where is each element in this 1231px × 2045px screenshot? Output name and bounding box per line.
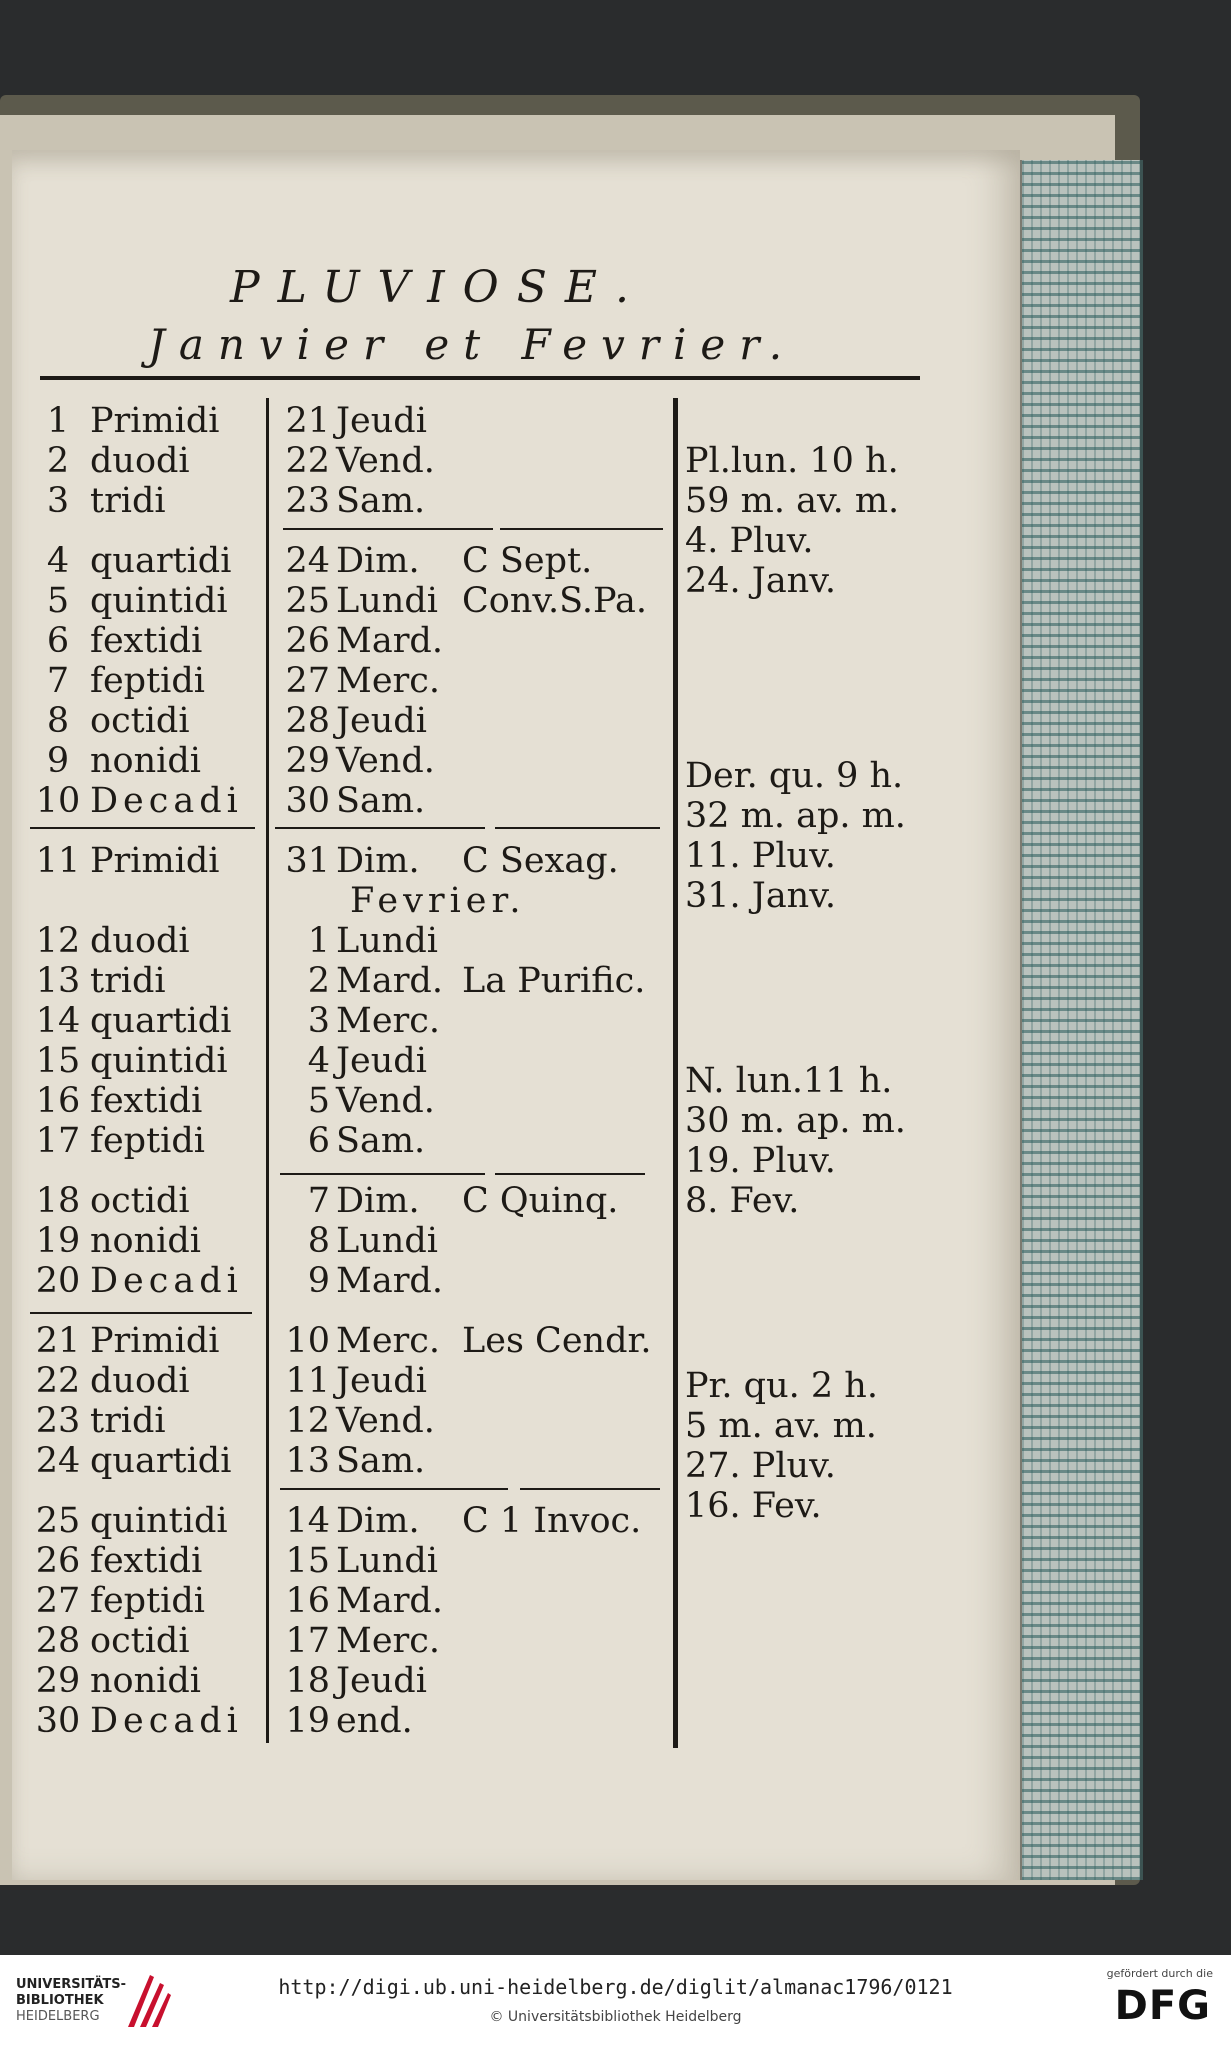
feast-note: Conv.S.Pa. — [462, 581, 647, 621]
gregorian-day-number: 16 — [285, 1581, 330, 1621]
header-rule — [40, 376, 920, 380]
republican-day-number: 13 — [35, 961, 81, 1001]
feast-note: C Quinq. — [462, 1181, 619, 1221]
gregorian-day-number: 26 — [285, 621, 330, 661]
republican-day-number: 24 — [35, 1441, 81, 1481]
republican-day-number: 10 — [35, 781, 81, 821]
viewer-footer — [0, 1955, 1231, 2045]
republican-day-number: 6 — [46, 621, 70, 661]
moon-phase-line: 31. Janv. — [685, 876, 836, 916]
republican-day-name: Primidi — [90, 1321, 220, 1361]
republican-day-name: fextidi — [90, 1541, 203, 1581]
republican-day-name: octidi — [90, 1621, 190, 1661]
gregorian-weekday: Sam. — [336, 1441, 426, 1481]
week-rule — [275, 827, 485, 829]
gregorian-day-number: 23 — [285, 481, 330, 521]
gregorian-weekday: Sam. — [336, 1121, 426, 1161]
republican-day-name: Decadi — [90, 1261, 243, 1301]
republican-day-number: 19 — [35, 1221, 81, 1261]
republican-day-name: Primidi — [90, 401, 220, 441]
republican-day-name: Decadi — [90, 1701, 243, 1741]
republican-day-number: 22 — [35, 1361, 81, 1401]
funding-label: gefördert durch die — [1106, 1967, 1213, 1980]
permalink-url[interactable]: http://digi.ub.uni-heidelberg.de/diglit/almanac1796/0121 — [278, 1975, 953, 1999]
gregorian-day-number: 30 — [285, 781, 330, 821]
dfg-logo: DFG — [1114, 1983, 1211, 2029]
gregorian-weekday: Lundi — [336, 1541, 438, 1581]
moon-phase-line: 8. Fev. — [685, 1181, 800, 1221]
week-rule — [520, 1488, 660, 1490]
republican-day-number: 30 — [35, 1701, 81, 1741]
gregorian-weekday: Vend. — [336, 741, 435, 781]
gregorian-day-number: 8 — [307, 1221, 330, 1261]
gregorian-day-number: 21 — [285, 401, 330, 441]
moon-phase-line: 5 m. av. m. — [685, 1406, 877, 1446]
library-line-1: UNIVERSITÄTS- — [16, 1977, 126, 1992]
feast-note: C Sexag. — [462, 841, 619, 881]
gregorian-day-number: 5 — [307, 1081, 330, 1121]
gregorian-weekday: Jeudi — [336, 1041, 427, 1081]
feast-note: C Sept. — [462, 541, 593, 581]
month-label: Fevrier. — [350, 881, 526, 921]
gregorian-weekday: Jeudi — [336, 701, 427, 741]
gregorian-weekday: Mard. — [336, 1581, 443, 1621]
decade-rule — [30, 827, 255, 829]
gregorian-day-number: 14 — [285, 1501, 330, 1541]
republican-day-name: feptidi — [90, 1121, 205, 1161]
republican-day-name: quartidi — [90, 541, 232, 581]
gregorian-weekday: Lundi — [336, 921, 438, 961]
gregorian-weekday: Dim. — [336, 541, 420, 581]
republican-day-number: 28 — [35, 1621, 81, 1661]
republican-day-name: nonidi — [90, 1221, 201, 1261]
republican-day-number: 9 — [46, 741, 70, 781]
gregorian-weekday: Merc. — [336, 1621, 441, 1661]
gregorian-day-number: 9 — [307, 1261, 330, 1301]
gregorian-day-number: 18 — [285, 1661, 330, 1701]
republican-day-name: octidi — [90, 1181, 190, 1221]
moon-phase-line: Pr. qu. 2 h. — [685, 1366, 878, 1406]
gregorian-weekday: Vend. — [336, 1401, 435, 1441]
gregorian-weekday: Jeudi — [336, 401, 427, 441]
gregorian-day-number: 27 — [285, 661, 330, 701]
republican-day-name: quartidi — [90, 1441, 232, 1481]
gregorian-weekday: Sam. — [336, 481, 426, 521]
gregorian-day-number: 11 — [285, 1361, 330, 1401]
gregorian-weekday: Mard. — [336, 961, 443, 1001]
republican-day-number: 17 — [35, 1121, 81, 1161]
moon-phase-line: 30 m. ap. m. — [685, 1101, 906, 1141]
republican-day-number: 26 — [35, 1541, 81, 1581]
gregorian-day-number: 19 — [285, 1701, 330, 1741]
gregorian-weekday: Jeudi — [336, 1661, 427, 1701]
gregorian-weekday: Jeudi — [336, 1361, 427, 1401]
gregorian-day-number: 31 — [285, 841, 330, 881]
republican-day-name: fextidi — [90, 1081, 203, 1121]
republican-day-name: tridi — [90, 481, 166, 521]
feast-note: C 1 Invoc. — [462, 1501, 642, 1541]
gregorian-day-number: 10 — [285, 1321, 330, 1361]
moon-phase-line: 27. Pluv. — [685, 1446, 836, 1486]
republican-day-number: 11 — [35, 841, 81, 881]
moon-phase-line: 24. Janv. — [685, 561, 836, 601]
republican-day-name: feptidi — [90, 661, 205, 701]
week-rule — [280, 1488, 508, 1490]
republican-day-number: 2 — [46, 441, 70, 481]
republican-day-number: 15 — [35, 1041, 81, 1081]
gregorian-weekday: Dim. — [336, 841, 420, 881]
gregorian-weekday: Dim. — [336, 1501, 420, 1541]
gregorian-day-number: 12 — [285, 1401, 330, 1441]
republican-day-number: 25 — [35, 1501, 81, 1541]
republican-day-name: quintidi — [90, 581, 228, 621]
gregorian-weekday: Merc. — [336, 661, 441, 701]
republican-day-name: duodi — [90, 441, 190, 481]
republican-day-name: nonidi — [90, 1661, 201, 1701]
republican-day-name: feptidi — [90, 1581, 205, 1621]
republican-day-name: tridi — [90, 961, 166, 1001]
republican-day-number: 18 — [35, 1181, 81, 1221]
gregorian-weekday: Merc. — [336, 1001, 441, 1041]
moon-phase-line: 4. Pluv. — [685, 521, 814, 561]
republican-day-number: 5 — [46, 581, 70, 621]
republican-day-name: tridi — [90, 1401, 166, 1441]
republican-day-number: 16 — [35, 1081, 81, 1121]
republican-day-name: fextidi — [90, 621, 203, 661]
copyright-text: © Universitätsbibliothek Heidelberg — [489, 2009, 742, 2025]
republican-day-name: octidi — [90, 701, 190, 741]
gregorian-weekday: Vend. — [336, 441, 435, 481]
library-line-2: BIBLIOTHEK — [16, 1993, 104, 2008]
gregorian-weekday: Merc. — [336, 1321, 441, 1361]
moon-phase-line: N. lun.11 h. — [685, 1061, 893, 1101]
gregorian-day-number: 7 — [307, 1181, 330, 1221]
republican-day-name: nonidi — [90, 741, 201, 781]
gregorian-weekday: Lundi — [336, 581, 438, 621]
republican-day-number: 8 — [46, 701, 70, 741]
gregorian-day-number: 13 — [285, 1441, 330, 1481]
moon-phase-line: 19. Pluv. — [685, 1141, 836, 1181]
gregorian-day-number: 1 — [307, 921, 330, 961]
republican-day-number: 4 — [46, 541, 70, 581]
moon-phase-line: 11. Pluv. — [685, 836, 836, 876]
gregorian-day-number: 2 — [307, 961, 330, 1001]
republican-day-number: 1 — [46, 401, 70, 441]
moon-phase-line: 16. Fev. — [685, 1486, 822, 1526]
republican-day-name: Primidi — [90, 841, 220, 881]
republican-day-number: 21 — [35, 1321, 81, 1361]
feast-note: Les Cendr. — [462, 1321, 652, 1361]
moon-phase-line: 59 m. av. m. — [685, 481, 900, 521]
moon-phase-line: Der. qu. 9 h. — [685, 756, 904, 796]
republican-day-number: 7 — [46, 661, 70, 701]
gregorian-day-number: 3 — [307, 1001, 330, 1041]
page-subtitle: Janvier et Fevrier. — [148, 320, 797, 369]
republican-day-number: 29 — [35, 1661, 81, 1701]
republican-day-number: 27 — [35, 1581, 81, 1621]
week-rule — [495, 1173, 645, 1175]
republican-day-number: 20 — [35, 1261, 81, 1301]
week-rule — [500, 528, 663, 530]
gregorian-weekday: Vend. — [336, 1081, 435, 1121]
republican-day-number: 14 — [35, 1001, 81, 1041]
page-title: PLUVIOSE. — [230, 262, 647, 313]
republican-day-number: 3 — [46, 481, 70, 521]
moon-phase-line: 32 m. ap. m. — [685, 796, 906, 836]
gregorian-day-number: 15 — [285, 1541, 330, 1581]
gregorian-day-number: 25 — [285, 581, 330, 621]
republican-day-name: duodi — [90, 1361, 190, 1401]
republican-day-number: 23 — [35, 1401, 81, 1441]
republican-day-name: quartidi — [90, 1001, 232, 1041]
republican-day-name: Decadi — [90, 781, 243, 821]
gregorian-weekday: Mard. — [336, 1261, 443, 1301]
week-rule — [283, 528, 493, 530]
republican-day-name: duodi — [90, 921, 190, 961]
republican-day-name: quintidi — [90, 1041, 228, 1081]
gregorian-weekday: end. — [336, 1701, 413, 1741]
gregorian-day-number: 29 — [285, 741, 330, 781]
gregorian-weekday: Dim. — [336, 1181, 420, 1221]
marbled-page-edge — [1020, 160, 1143, 1880]
gregorian-day-number: 28 — [285, 701, 330, 741]
gregorian-day-number: 4 — [307, 1041, 330, 1081]
week-rule — [280, 1173, 485, 1175]
gregorian-day-number: 22 — [285, 441, 330, 481]
moon-phase-line: Pl.lun. 10 h. — [685, 441, 899, 481]
gregorian-weekday: Lundi — [336, 1221, 438, 1261]
decade-rule — [30, 1312, 252, 1314]
week-rule — [495, 827, 660, 829]
gregorian-day-number: 24 — [285, 541, 330, 581]
gregorian-weekday: Sam. — [336, 781, 426, 821]
republican-day-number: 12 — [35, 921, 81, 961]
library-line-3: HEIDELBERG — [16, 2009, 100, 2024]
gregorian-day-number: 17 — [285, 1621, 330, 1661]
republican-day-name: quintidi — [90, 1501, 228, 1541]
feast-note: La Purific. — [462, 961, 646, 1001]
gregorian-weekday: Mard. — [336, 621, 443, 661]
gregorian-day-number: 6 — [307, 1121, 330, 1161]
